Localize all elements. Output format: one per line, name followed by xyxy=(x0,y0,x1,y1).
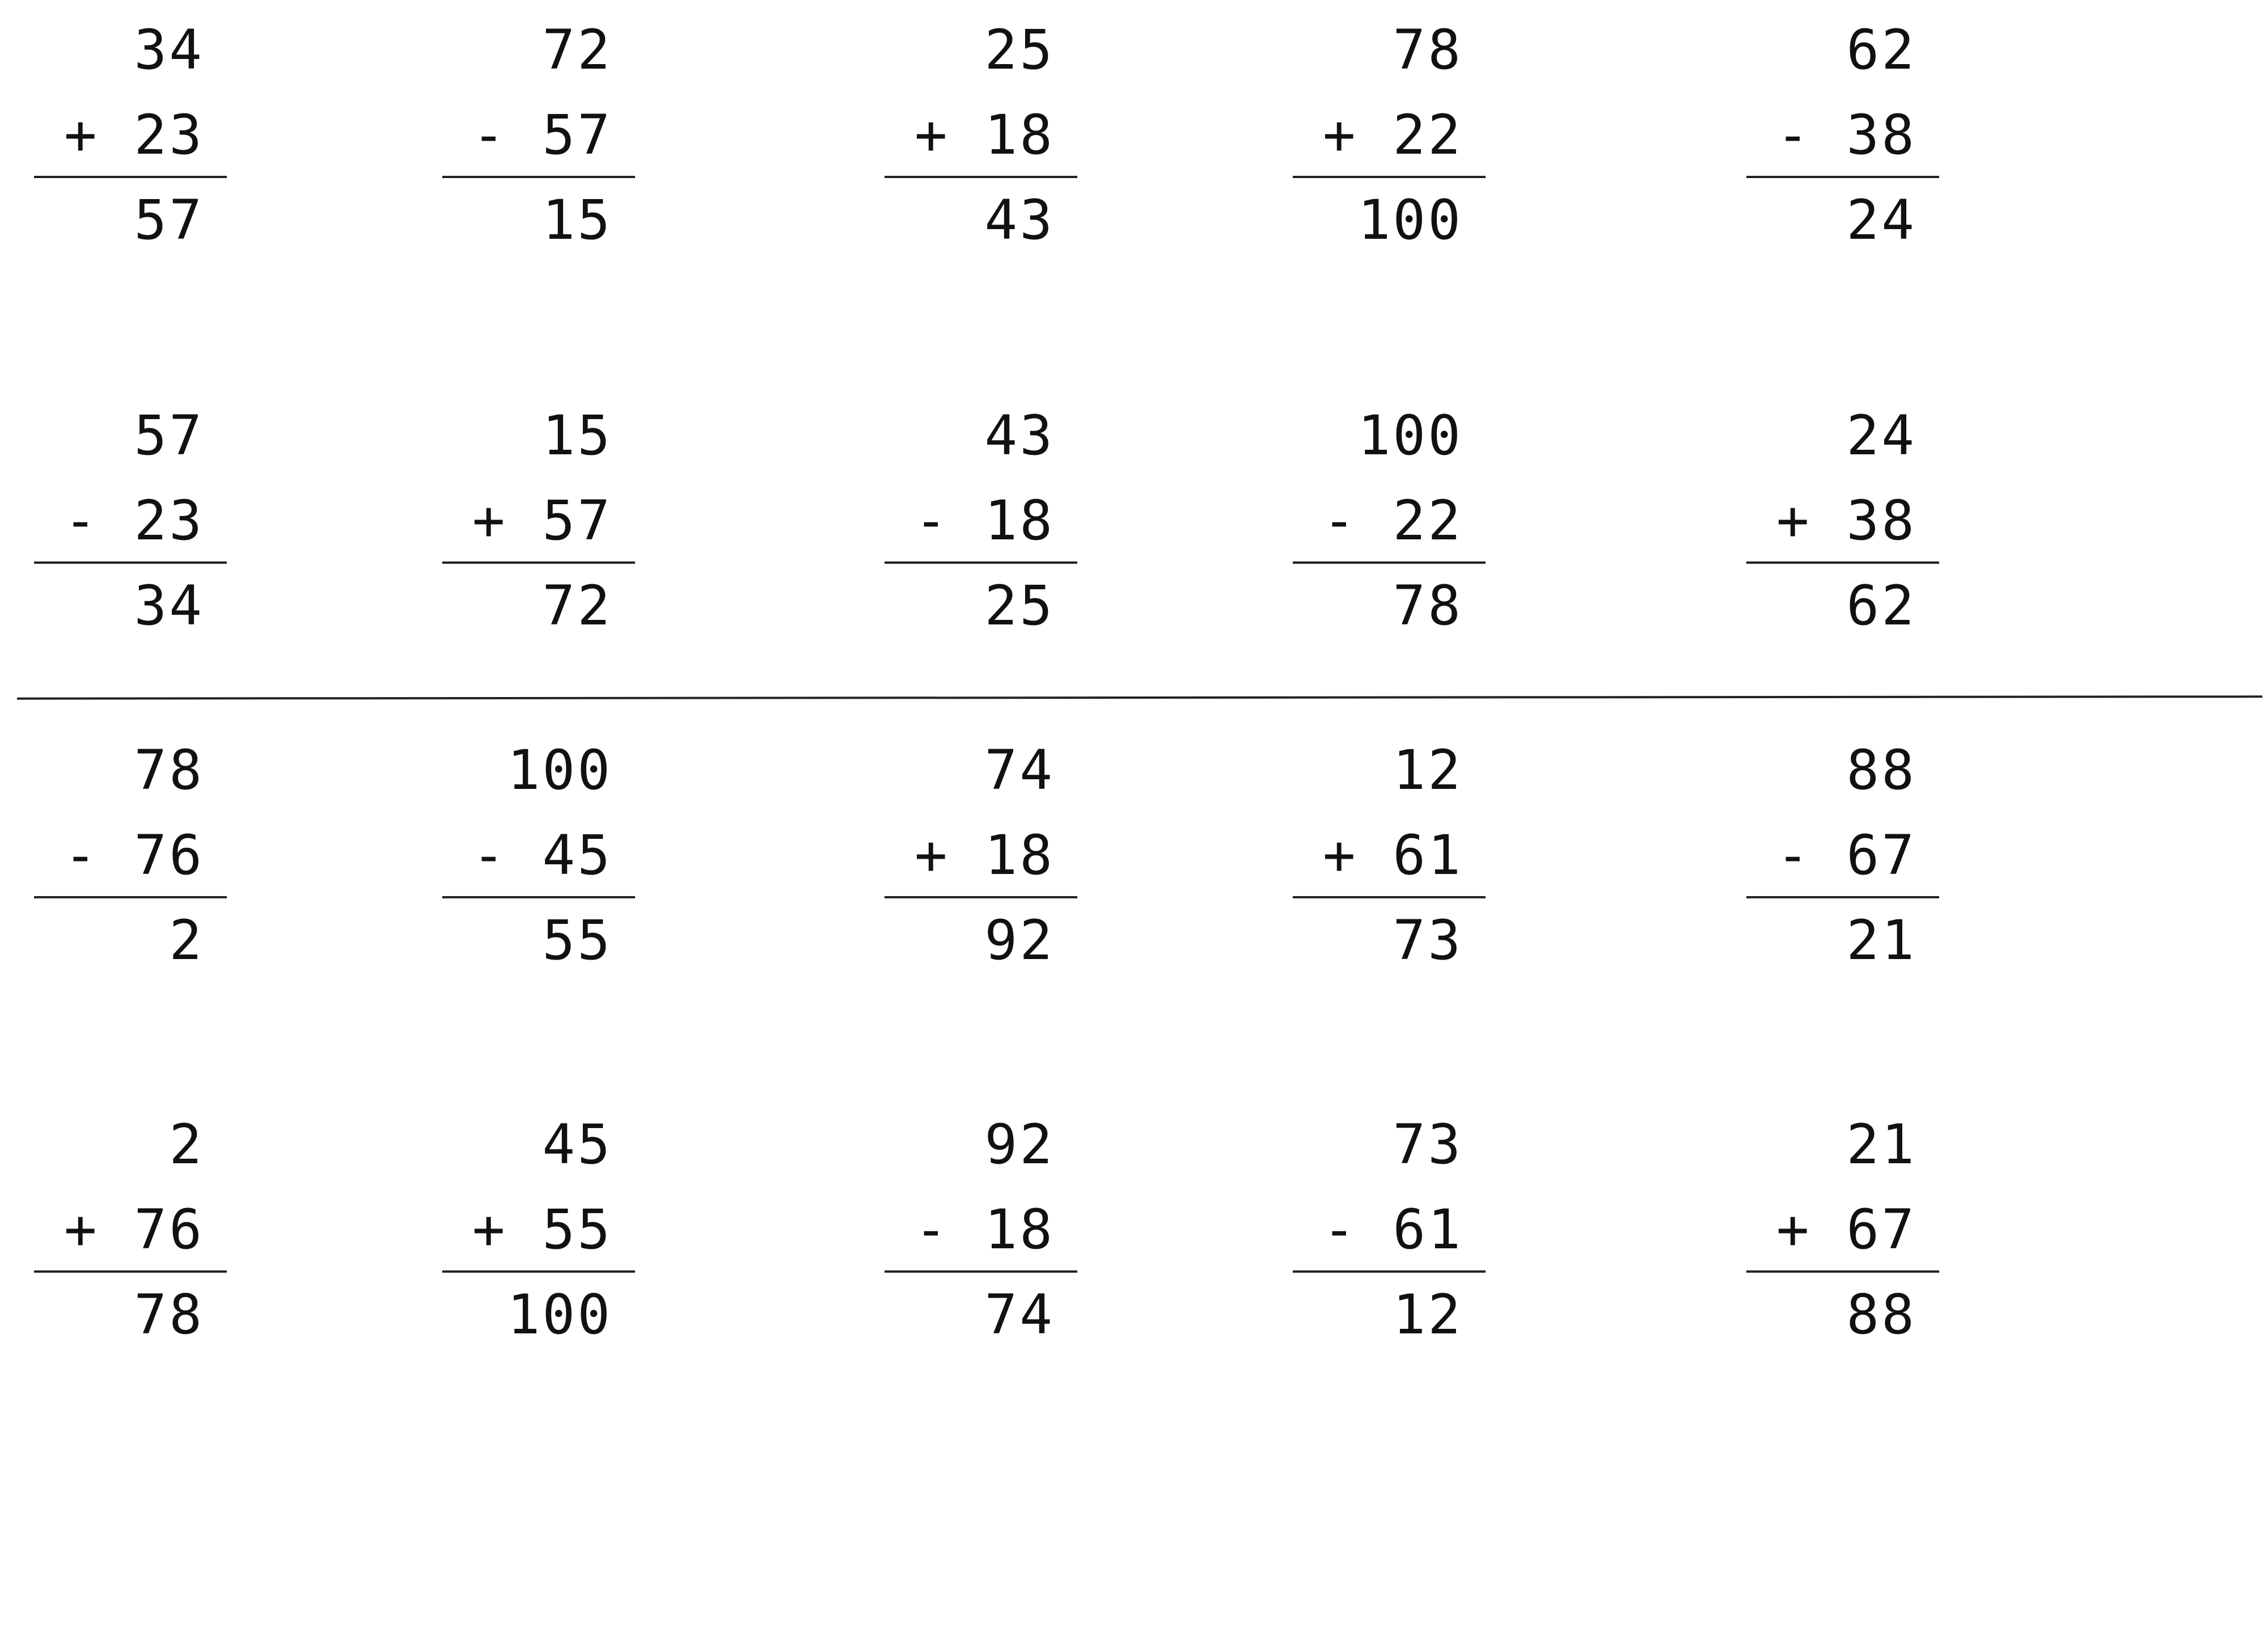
operator-and-operand xyxy=(64,824,204,887)
bottom-operand: 22 xyxy=(1393,103,1463,167)
top-operand: 15 xyxy=(542,404,612,467)
operator-sign: - xyxy=(472,103,507,167)
sum-line xyxy=(1746,1270,1939,1273)
operator-sign: - xyxy=(914,1198,950,1261)
operator-sign: + xyxy=(64,103,99,167)
arithmetic-problem xyxy=(442,1113,635,1355)
answer: 72 xyxy=(542,574,612,637)
arithmetic-problem xyxy=(34,18,227,261)
arithmetic-problem xyxy=(34,1113,227,1355)
sum-line xyxy=(442,561,635,564)
sum-line xyxy=(34,1270,227,1273)
answer: 62 xyxy=(1846,574,1916,637)
top-operand: 34 xyxy=(134,18,204,82)
arithmetic-problem xyxy=(1746,1113,1939,1355)
bottom-operand: 76 xyxy=(134,1198,204,1261)
operator-sign: + xyxy=(472,489,507,552)
answer: 25 xyxy=(984,574,1055,637)
sum-line xyxy=(442,1270,635,1273)
arithmetic-problem xyxy=(885,404,1077,647)
operator-and-operand xyxy=(914,824,1055,887)
operator-and-operand xyxy=(472,489,612,552)
operator-sign: + xyxy=(472,1198,507,1261)
operator-sign: + xyxy=(64,1198,99,1261)
sum-line xyxy=(1746,896,1939,898)
operator-and-operand xyxy=(1776,1198,1916,1261)
sum-line xyxy=(34,176,227,178)
top-operand: 43 xyxy=(984,404,1055,467)
sum-line xyxy=(1746,561,1939,564)
arithmetic-problem xyxy=(34,404,227,647)
answer: 57 xyxy=(134,188,204,252)
operator-sign: - xyxy=(1776,103,1812,167)
bottom-operand: 57 xyxy=(542,103,612,167)
arithmetic-problem xyxy=(442,404,635,647)
bottom-operand: 18 xyxy=(984,489,1055,552)
answer: 15 xyxy=(542,188,612,252)
arithmetic-problem xyxy=(1746,404,1939,647)
section-divider-line xyxy=(17,695,2262,699)
top-operand: 100 xyxy=(507,738,612,802)
bottom-operand: 23 xyxy=(134,489,204,552)
sum-line xyxy=(1746,176,1939,178)
answer: 78 xyxy=(1393,574,1463,637)
sum-line xyxy=(885,176,1077,178)
sum-line xyxy=(34,896,227,898)
top-operand: 100 xyxy=(1357,404,1463,467)
operator-and-operand xyxy=(472,103,612,167)
operator-sign: + xyxy=(914,103,950,167)
arithmetic-problem xyxy=(34,738,227,981)
bottom-operand: 76 xyxy=(134,824,204,887)
sum-line xyxy=(885,896,1077,898)
answer: 43 xyxy=(984,188,1055,252)
operator-and-operand xyxy=(1322,824,1463,887)
top-operand: 2 xyxy=(169,1113,204,1176)
operator-sign: + xyxy=(1322,103,1358,167)
answer: 12 xyxy=(1393,1283,1463,1346)
top-operand: 92 xyxy=(984,1113,1055,1176)
operator-and-operand xyxy=(1322,1198,1463,1261)
operator-and-operand xyxy=(472,1198,612,1261)
answer: 74 xyxy=(984,1283,1055,1346)
operator-and-operand xyxy=(1322,489,1463,552)
bottom-operand: 61 xyxy=(1393,824,1463,887)
top-operand: 12 xyxy=(1393,738,1463,802)
answer: 92 xyxy=(984,909,1055,972)
answer: 34 xyxy=(134,574,204,637)
arithmetic-problem xyxy=(885,738,1077,981)
bottom-operand: 18 xyxy=(984,103,1055,167)
answer: 78 xyxy=(134,1283,204,1346)
operator-sign: - xyxy=(64,489,99,552)
bottom-operand: 57 xyxy=(542,489,612,552)
sum-line xyxy=(885,561,1077,564)
bottom-operand: 45 xyxy=(542,824,612,887)
bottom-operand: 67 xyxy=(1846,1198,1916,1261)
bottom-operand: 55 xyxy=(542,1198,612,1261)
top-operand: 21 xyxy=(1846,1113,1916,1176)
top-operand: 74 xyxy=(984,738,1055,802)
sum-line xyxy=(34,561,227,564)
bottom-operand: 61 xyxy=(1393,1198,1463,1261)
answer: 88 xyxy=(1846,1283,1916,1346)
operator-sign: + xyxy=(1322,824,1358,887)
bottom-operand: 23 xyxy=(134,103,204,167)
arithmetic-problem xyxy=(442,738,635,981)
sum-line xyxy=(1293,561,1486,564)
answer: 100 xyxy=(1357,188,1463,252)
operator-sign: + xyxy=(1776,1198,1812,1261)
operator-sign: - xyxy=(472,824,507,887)
answer: 21 xyxy=(1846,909,1916,972)
top-operand: 45 xyxy=(542,1113,612,1176)
answer: 2 xyxy=(169,909,204,972)
top-operand: 72 xyxy=(542,18,612,82)
operator-sign: - xyxy=(64,824,99,887)
operator-sign: + xyxy=(1776,489,1812,552)
operator-and-operand xyxy=(64,1198,204,1261)
answer: 24 xyxy=(1846,188,1916,252)
arithmetic-problem xyxy=(885,1113,1077,1355)
top-operand: 88 xyxy=(1846,738,1916,802)
top-operand: 62 xyxy=(1846,18,1916,82)
top-operand: 25 xyxy=(984,18,1055,82)
arithmetic-problem xyxy=(442,18,635,261)
bottom-operand: 38 xyxy=(1846,103,1916,167)
operator-sign: - xyxy=(1322,1198,1358,1261)
sum-line xyxy=(885,1270,1077,1273)
operator-and-operand xyxy=(472,824,612,887)
operator-and-operand xyxy=(914,1198,1055,1261)
answer: 55 xyxy=(542,909,612,972)
arithmetic-problem xyxy=(1746,18,1939,261)
bottom-operand: 38 xyxy=(1846,489,1916,552)
bottom-operand: 18 xyxy=(984,1198,1055,1261)
operator-sign: + xyxy=(914,824,950,887)
operator-and-operand xyxy=(64,489,204,552)
sum-line xyxy=(442,896,635,898)
top-operand: 78 xyxy=(1393,18,1463,82)
arithmetic-problem xyxy=(1746,738,1939,981)
bottom-operand: 22 xyxy=(1393,489,1463,552)
top-operand: 78 xyxy=(134,738,204,802)
operator-and-operand xyxy=(1776,489,1916,552)
bottom-operand: 18 xyxy=(984,824,1055,887)
operator-and-operand xyxy=(914,103,1055,167)
answer: 73 xyxy=(1393,909,1463,972)
operator-and-operand xyxy=(64,103,204,167)
arithmetic-problem xyxy=(885,18,1077,261)
operator-and-operand xyxy=(1776,824,1916,887)
operator-sign: - xyxy=(1322,489,1358,552)
bottom-operand: 67 xyxy=(1846,824,1916,887)
sum-line xyxy=(1293,1270,1486,1273)
operator-and-operand xyxy=(914,489,1055,552)
arithmetic-problem xyxy=(1293,18,1486,261)
arithmetic-problem xyxy=(1293,1113,1486,1355)
operator-and-operand xyxy=(1322,103,1463,167)
top-operand: 73 xyxy=(1393,1113,1463,1176)
top-operand: 24 xyxy=(1846,404,1916,467)
operator-and-operand xyxy=(1776,103,1916,167)
arithmetic-problem xyxy=(1293,404,1486,647)
sum-line xyxy=(442,176,635,178)
answer: 100 xyxy=(507,1283,612,1346)
operator-sign: - xyxy=(1776,824,1812,887)
sum-line xyxy=(1293,176,1486,178)
operator-sign: - xyxy=(914,489,950,552)
sum-line xyxy=(1293,896,1486,898)
top-operand: 57 xyxy=(134,404,204,467)
arithmetic-problem xyxy=(1293,738,1486,981)
